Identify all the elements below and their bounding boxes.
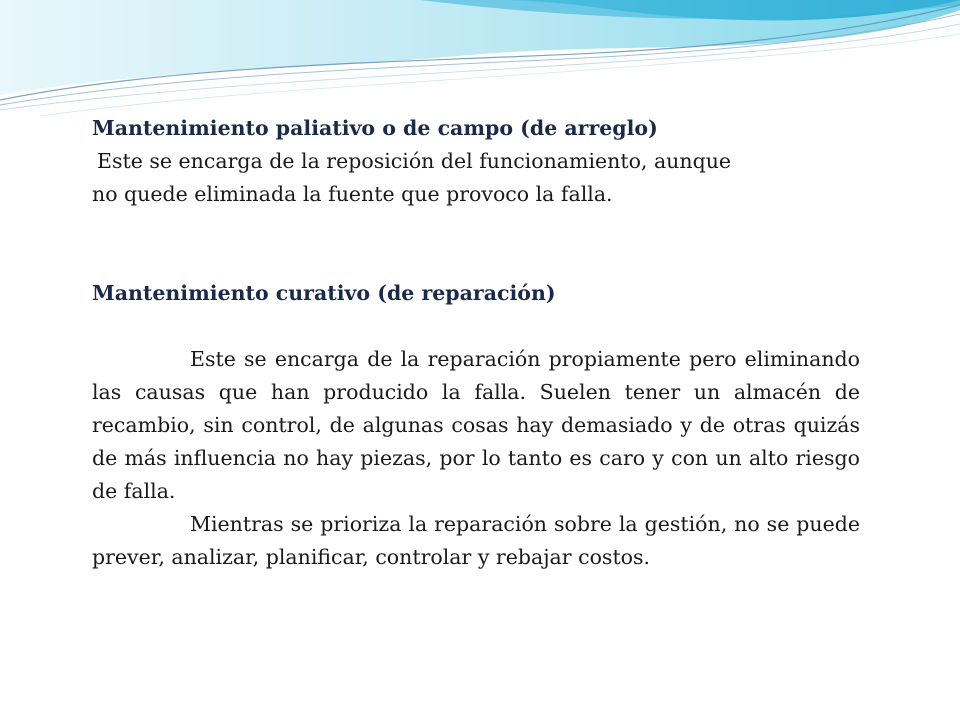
heading-spacer — [92, 310, 860, 343]
section-spacer — [92, 211, 860, 277]
slide-content — [92, 112, 860, 574]
paliativo-text-line1: Este se encarga de la reposición del funcionamiento, aunque — [97, 149, 732, 173]
curativo-paragraph-1: Este se encarga de la reparación propiamente pero eliminando las causas que han producido la falla. Suelen tener un almacén de recambio, sin control, de algunas cosas hay demasiado y de otras quizás de más influencia no hay piezas, por lo tanto es caro y con un alto riesgo de falla. — [92, 347, 860, 503]
header-wave-decoration — [0, 0, 960, 130]
curativo-paragraph-2: Mientras se prioriza la reparación sobre la gestión, no se puede prever, analizar, planificar, controlar y rebajar costos. — [92, 512, 860, 569]
heading-paliativo: Mantenimiento paliativo o de campo (de arreglo) — [92, 116, 658, 140]
paliativo-text-line2: no quede eliminada la fuente que provoco la falla. — [92, 182, 613, 206]
heading-curativo: Mantenimiento curativo (de reparación) — [92, 281, 556, 305]
